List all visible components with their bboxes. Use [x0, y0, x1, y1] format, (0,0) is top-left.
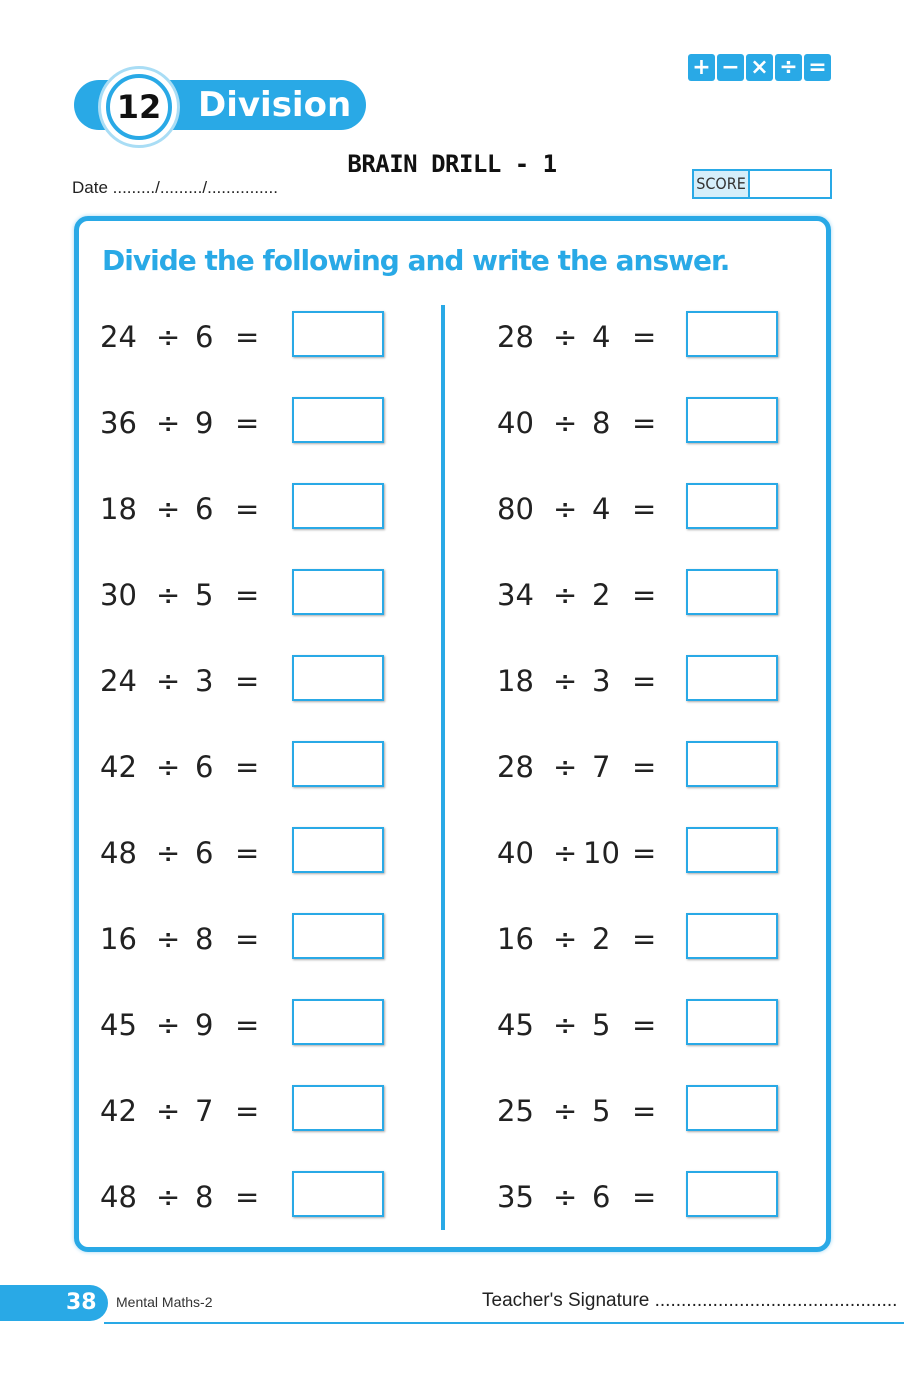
- equals-sign: =: [235, 922, 260, 956]
- equals-sign: =: [235, 320, 260, 354]
- dividend: 36: [100, 406, 137, 440]
- dividend: 40: [497, 406, 534, 440]
- divide-sign: ÷: [553, 836, 578, 870]
- divisor: 8: [195, 1180, 214, 1214]
- dividend: 42: [100, 1094, 137, 1128]
- dividend: 18: [497, 664, 534, 698]
- plus-icon: +: [688, 54, 715, 81]
- divisor: 8: [195, 922, 214, 956]
- answer-box-left-2[interactable]: [292, 397, 384, 443]
- dividend: 24: [100, 320, 137, 354]
- equals-icon: =: [804, 54, 831, 81]
- dividend: 48: [100, 836, 137, 870]
- answer-box-left-9[interactable]: [292, 999, 384, 1045]
- answer-box-left-10[interactable]: [292, 1085, 384, 1131]
- dividend: 34: [497, 578, 534, 612]
- divide-sign: ÷: [553, 922, 578, 956]
- date-field[interactable]: Date ........./........./...............: [72, 178, 278, 197]
- divide-icon: ÷: [775, 54, 802, 81]
- answer-box-left-3[interactable]: [292, 483, 384, 529]
- divisor: 5: [195, 578, 214, 612]
- answer-box-right-3[interactable]: [686, 483, 778, 529]
- footer-rule: [104, 1322, 904, 1324]
- instruction: Divide the following and write the answer.: [102, 244, 730, 277]
- divisor: 7: [592, 750, 611, 784]
- divisor: 3: [592, 664, 611, 698]
- equals-sign: =: [235, 492, 260, 526]
- dividend: 48: [100, 1180, 137, 1214]
- equals-sign: =: [632, 492, 657, 526]
- dividend: 35: [497, 1180, 534, 1214]
- answer-box-left-8[interactable]: [292, 913, 384, 959]
- divide-sign: ÷: [553, 1094, 578, 1128]
- answer-box-right-7[interactable]: [686, 827, 778, 873]
- score-label: SCORE: [694, 171, 750, 197]
- divisor: 2: [592, 922, 611, 956]
- equals-sign: =: [235, 1094, 260, 1128]
- divide-sign: ÷: [156, 922, 181, 956]
- equals-sign: =: [235, 1008, 260, 1042]
- divisor: 5: [592, 1008, 611, 1042]
- divisor: 8: [592, 406, 611, 440]
- equals-sign: =: [235, 836, 260, 870]
- divisor: 6: [195, 836, 214, 870]
- divide-sign: ÷: [156, 750, 181, 784]
- answer-box-left-11[interactable]: [292, 1171, 384, 1217]
- divide-sign: ÷: [156, 1008, 181, 1042]
- divide-sign: ÷: [156, 492, 181, 526]
- equals-sign: =: [235, 406, 260, 440]
- divisor: 7: [195, 1094, 214, 1128]
- divide-sign: ÷: [156, 1094, 181, 1128]
- divide-sign: ÷: [156, 578, 181, 612]
- divide-sign: ÷: [553, 406, 578, 440]
- chapter-title: Division: [198, 85, 352, 125]
- divide-sign: ÷: [156, 836, 181, 870]
- answer-box-right-11[interactable]: [686, 1171, 778, 1217]
- divisor: 10: [583, 836, 620, 870]
- divisor: 4: [592, 320, 611, 354]
- answer-box-right-8[interactable]: [686, 913, 778, 959]
- divide-sign: ÷: [553, 750, 578, 784]
- divide-sign: ÷: [553, 664, 578, 698]
- divisor: 9: [195, 1008, 214, 1042]
- dividend: 40: [497, 836, 534, 870]
- divisor: 6: [195, 750, 214, 784]
- answer-box-right-1[interactable]: [686, 311, 778, 357]
- answer-box-right-5[interactable]: [686, 655, 778, 701]
- column-divider: [441, 305, 445, 1230]
- dividend: 45: [100, 1008, 137, 1042]
- divide-sign: ÷: [553, 320, 578, 354]
- equals-sign: =: [632, 320, 657, 354]
- equals-sign: =: [235, 664, 260, 698]
- equals-sign: =: [632, 750, 657, 784]
- dividend: 80: [497, 492, 534, 526]
- divisor: 4: [592, 492, 611, 526]
- score-box: [692, 169, 832, 199]
- answer-box-left-1[interactable]: [292, 311, 384, 357]
- divisor: 6: [592, 1180, 611, 1214]
- divide-sign: ÷: [156, 1180, 181, 1214]
- divide-sign: ÷: [553, 578, 578, 612]
- answer-box-left-7[interactable]: [292, 827, 384, 873]
- drill-title: BRAIN DRILL - 1: [347, 150, 557, 178]
- answer-box-left-5[interactable]: [292, 655, 384, 701]
- dividend: 45: [497, 1008, 534, 1042]
- dividend: 28: [497, 320, 534, 354]
- dividend: 25: [497, 1094, 534, 1128]
- multiply-icon: ×: [746, 54, 773, 81]
- equals-sign: =: [235, 578, 260, 612]
- equals-sign: =: [632, 406, 657, 440]
- divisor: 3: [195, 664, 214, 698]
- equals-sign: =: [632, 1008, 657, 1042]
- divisor: 5: [592, 1094, 611, 1128]
- answer-box-right-6[interactable]: [686, 741, 778, 787]
- score-input[interactable]: [750, 171, 830, 197]
- dividend: 28: [497, 750, 534, 784]
- answer-box-right-10[interactable]: [686, 1085, 778, 1131]
- teacher-signature[interactable]: Teacher's Signature ..............................................: [482, 1290, 898, 1311]
- divisor: 2: [592, 578, 611, 612]
- divide-sign: ÷: [156, 664, 181, 698]
- divide-sign: ÷: [553, 1180, 578, 1214]
- dividend: 30: [100, 578, 137, 612]
- page-number: 38: [66, 1290, 97, 1315]
- answer-box-left-6[interactable]: [292, 741, 384, 787]
- divisor: 9: [195, 406, 214, 440]
- operator-icons: [688, 54, 831, 81]
- equals-sign: =: [235, 1180, 260, 1214]
- dividend: 24: [100, 664, 137, 698]
- divide-sign: ÷: [156, 320, 181, 354]
- answer-box-left-4[interactable]: [292, 569, 384, 615]
- divisor: 6: [195, 492, 214, 526]
- dividend: 16: [497, 922, 534, 956]
- book-title: Mental Maths-2: [116, 1294, 213, 1310]
- divisor: 6: [195, 320, 214, 354]
- minus-icon: −: [717, 54, 744, 81]
- dividend: 16: [100, 922, 137, 956]
- answer-box-right-9[interactable]: [686, 999, 778, 1045]
- divide-sign: ÷: [553, 1008, 578, 1042]
- equals-sign: =: [632, 1180, 657, 1214]
- divide-sign: ÷: [156, 406, 181, 440]
- chapter-number: 12: [106, 74, 172, 140]
- equals-sign: =: [632, 664, 657, 698]
- answer-box-right-4[interactable]: [686, 569, 778, 615]
- dividend: 42: [100, 750, 137, 784]
- equals-sign: =: [632, 1094, 657, 1128]
- equals-sign: =: [235, 750, 260, 784]
- dividend: 18: [100, 492, 137, 526]
- divide-sign: ÷: [553, 492, 578, 526]
- equals-sign: =: [632, 922, 657, 956]
- equals-sign: =: [632, 578, 657, 612]
- answer-box-right-2[interactable]: [686, 397, 778, 443]
- equals-sign: =: [632, 836, 657, 870]
